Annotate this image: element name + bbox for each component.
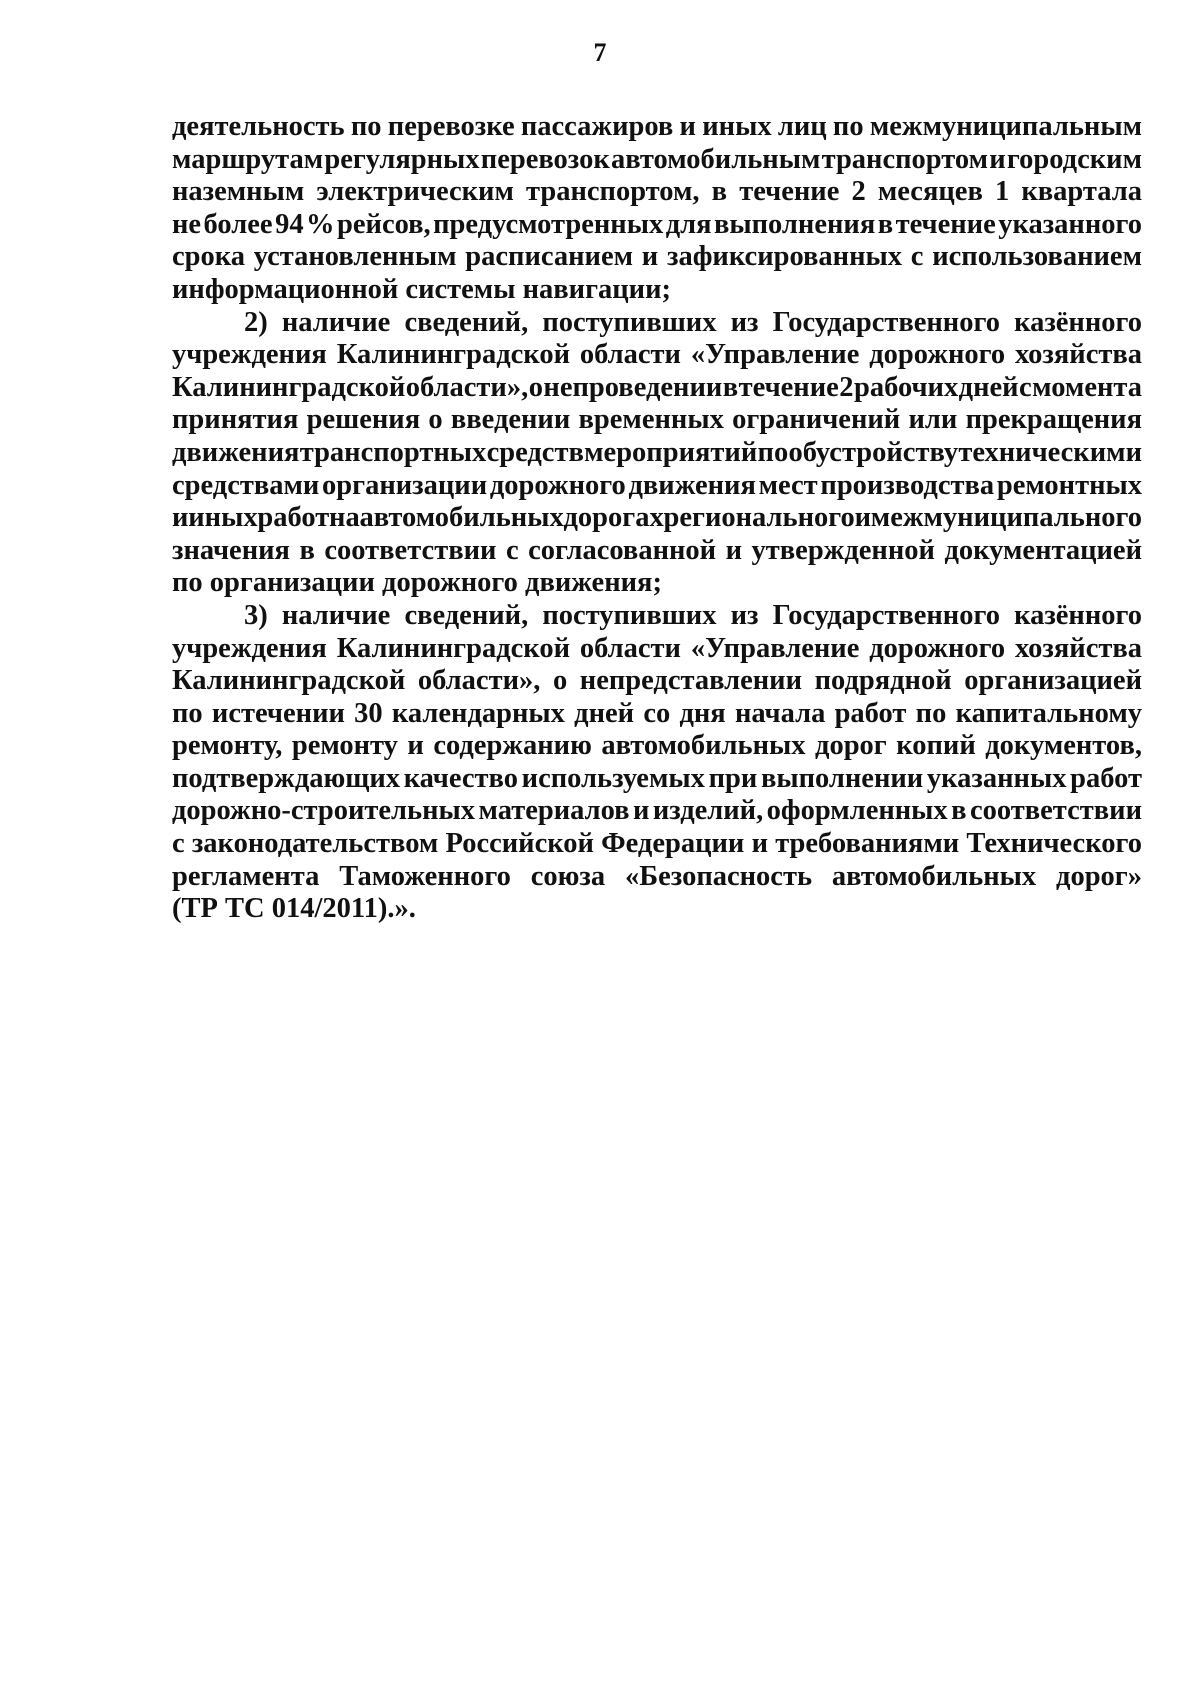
text-line: 3) наличие сведений, поступивших из Государственного казённого xyxy=(244,599,1142,631)
text-line: по организации дорожного движения; xyxy=(172,567,662,599)
text-line: с законодательством Российской Федерации и требованиями Технического xyxy=(172,828,1142,860)
paragraph-item-3 xyxy=(172,600,1142,926)
text-line: принятия решения о введении временных ограничений или прекращения xyxy=(172,404,1142,436)
text-line: срока установленным расписанием и зафиксированных с использованием xyxy=(172,241,1142,273)
text-line: информационной системы навигации; xyxy=(172,273,672,305)
text-line: средствами организации дорожного движения мест производства ремонтных xyxy=(172,469,1142,501)
text-line: учреждения Калининградской области «Управление дорожного хозяйства xyxy=(172,632,1142,664)
text-line: не более 94 % рейсов, предусмотренных для выполнения в течение указанного xyxy=(172,208,1142,240)
text-line: (ТР ТС 014/2011).». xyxy=(172,893,416,925)
text-line: подтверждающих качество используемых при выполнении указанных работ xyxy=(172,762,1142,794)
text-line: учреждения Калининградской области «Управление дорожного хозяйства xyxy=(172,339,1142,371)
paragraph-item-2 xyxy=(172,307,1142,600)
text-line: значения в соответствии с согласованной и утвержденной документацией xyxy=(172,534,1142,566)
text-line: и иных работ на автомобильных дорогах регионального и межмуниципального xyxy=(172,502,1142,534)
text-line: наземным электрическим транспортом, в течение 2 месяцев 1 квартала xyxy=(172,176,1142,208)
document-body xyxy=(172,111,1142,926)
text-line: дорожно-строительных материалов и изделий, оформленных в соответствии xyxy=(172,795,1142,827)
text-line: деятельность по перевозке пассажиров и иных лиц по межмуниципальным xyxy=(172,111,1142,142)
text-line: Калининградской области», о непроведении в течение 2 рабочих дней с момента xyxy=(172,371,1142,403)
text-line: 2) наличие сведений, поступивших из Государственного казённого xyxy=(244,306,1142,338)
text-line: Калининградской области», о непредставлении подрядной организацией xyxy=(172,665,1142,697)
text-line: регламента Таможенного союза «Безопасность автомобильных дорог» xyxy=(172,860,1142,892)
text-line: по истечении 30 календарных дней со дня начала работ по капитальному xyxy=(172,697,1142,729)
paragraph-continuation xyxy=(172,111,1142,307)
text-line: движения транспортных средств мероприятий по обустройству техническими xyxy=(172,436,1142,468)
text-line: ремонту, ремонту и содержанию автомобильных дорог копий документов, xyxy=(172,730,1142,762)
text-line: маршрутам регулярных перевозок автомобильным транспортом и городским xyxy=(172,143,1142,175)
page-number: 7 xyxy=(593,38,607,67)
